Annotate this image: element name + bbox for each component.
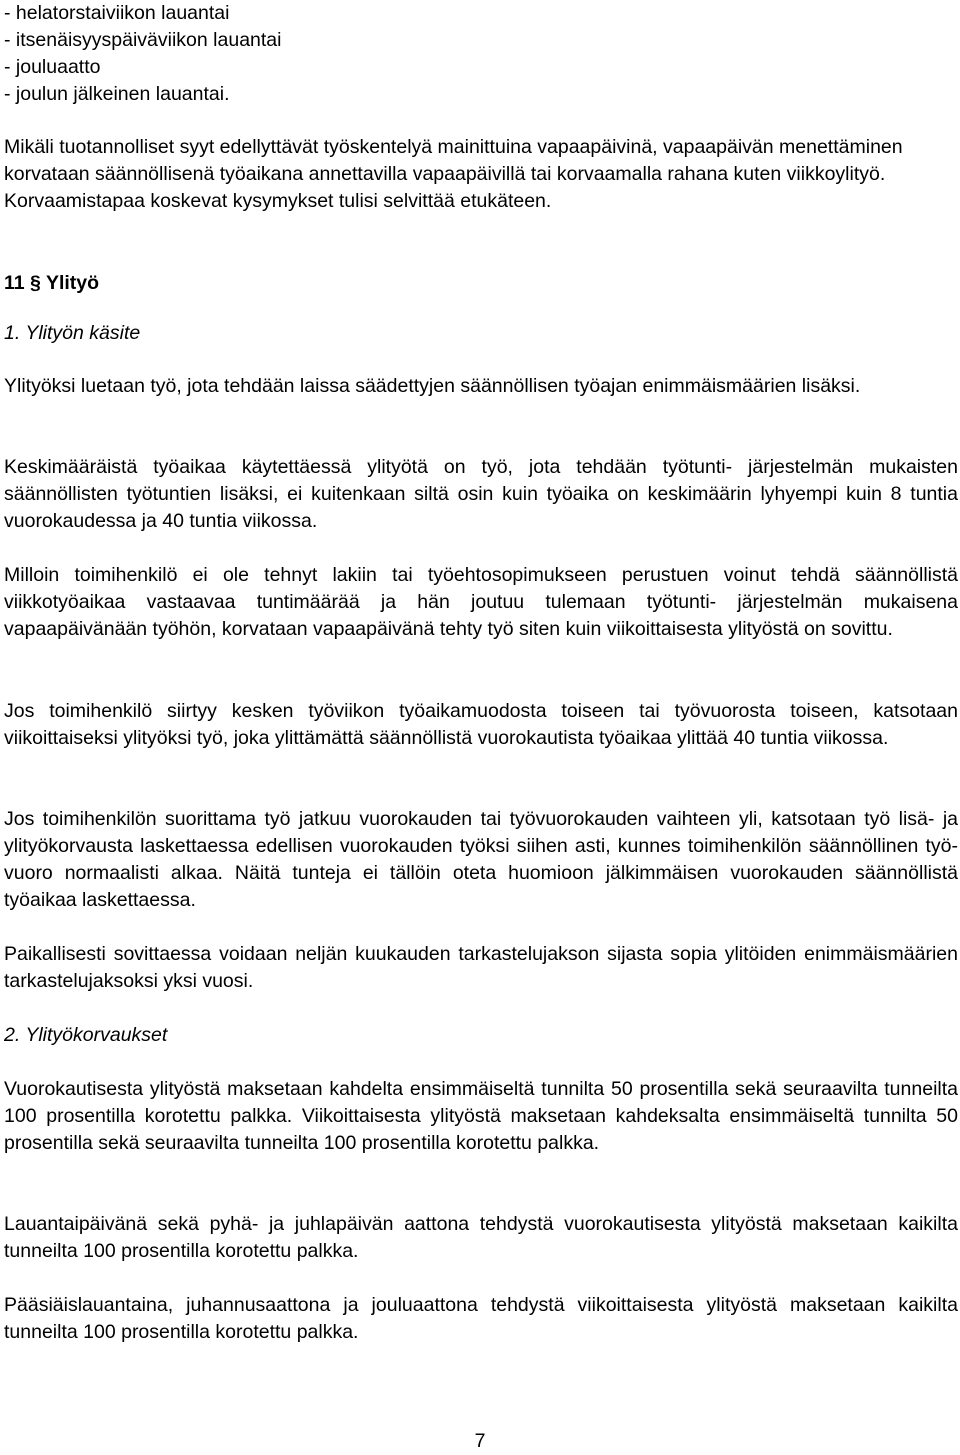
paragraph-6: Paikallisesti sovittaessa voidaan neljän kuukauden tarkastelujakson sijasta sopia ylitöiden enimmäismäärien tarkastelujaksoksi yksi vuosi. bbox=[4, 943, 958, 992]
subsection-title-1: 1. Ylityön käsite bbox=[4, 322, 141, 344]
paragraph-5: Jos toimihenkilön suorittama työ jatkuu vuorokauden tai työvuorokauden vaihteen yli, katsotaan työ lisä- ja ylityökorvausta laskettaessa edellisen vuorokauden työksi siihen asti, kunnes toimihenkilön säännöllinen työ- vuoro normaalisti alkaa. Näitä tunteja ei tällöin oteta huomioon jälkimmäisen vuorokauden säännöllistä työaikaa laskettaessa. bbox=[4, 808, 958, 911]
paragraph-8: Lauantaipäivänä sekä pyhä- ja juhlapäivän aattona tehdystä vuorokautisesta ylityöstä maksetaan kaikilta tunneilta 100 prosentilla korotettu palkka. bbox=[4, 1213, 958, 1262]
section-heading: 11 § Ylityö bbox=[4, 272, 100, 294]
list-item: - jouluaatto bbox=[4, 56, 101, 78]
paragraph-1: Ylityöksi luetaan työ, jota tehdään laissa säädettyjen säännöllisen työajan enimmäismäärien lisäksi. bbox=[4, 375, 861, 397]
paragraph-9: Pääsiäislauantaina, juhannusaattona ja jouluaattona tehdystä viikoittaisesta ylityöstä maksetaan kaikilta tunneilta 100 prosentilla korotettu palkka. bbox=[4, 1294, 958, 1343]
page-number: 7 bbox=[474, 1430, 486, 1452]
paragraph-2: Keskimääräistä työaikaa käytettäessä ylityötä on työ, jota tehdään työtunti- järjestelmän mukaisten säännöllisten työtuntien lisäksi, ei kuitenkaan siltä osin kuin työaika on keskimäärin lyhyempi kuin 8 tuntia vuorokaudessa ja 40 tuntia viikossa. bbox=[4, 456, 958, 532]
intro-paragraph: Mikäli tuotannolliset syyt edellyttävät työskentelyä mainittuina vapaapäivinä, vapaapäivän menettäminen korvataan säännöllisenä työaikana annettavilla vapaapäivillä tai korvaamalla rahana kuten viikkoylityö. Korvaamistapaa koskevat kysymykset tulisi selvittää etukäteen. bbox=[4, 136, 903, 212]
list-item: - joulun jälkeinen lauantai. bbox=[4, 83, 230, 105]
paragraph-3: Milloin toimihenkilö ei ole tehnyt lakiin tai työehtosopimukseen perustuen voinut tehdä säännöllistä viikkotyöaikaa vastaavaa tuntimäärää ja hän joutuu tulemaan työtunti- järjestelmän mukaisena vapaapäivänään työhön, korvataan vapaapäivänä tehty työ siten kuin viikoittaisesta ylityöstä on sovittu. bbox=[4, 564, 958, 640]
list-item: - itsenäisyyspäiväviikon lauantai bbox=[4, 29, 282, 51]
paragraph-4: Jos toimihenkilö siirtyy kesken työviikon työaikamuodosta toiseen tai työvuorosta toiseen, katsotaan viikoittaiseksi ylityöksi työ, joka ylittämättä säännöllistä vuorokautista työaikaa ylittää 40 tuntia viikossa. bbox=[4, 700, 958, 749]
holiday-list bbox=[4, 0, 958, 108]
paragraph-7: Vuorokautisesta ylityöstä maksetaan kahdelta ensimmäiseltä tunnilta 50 prosentilla sekä seuraavilta tunneilta 100 prosentilla korotettu palkka. Viikoittaisesta ylityöstä maksetaan kahdeksalta ensimmäiseltä tunnilta 50 prosentilla sekä seuraavilta tunneilta 100 prosentilla korotettu palkka. bbox=[4, 1078, 958, 1154]
subsection-title-2: 2. Ylityökorvaukset bbox=[4, 1024, 168, 1046]
list-item: - helatorstaiviikon lauantai bbox=[4, 2, 230, 24]
